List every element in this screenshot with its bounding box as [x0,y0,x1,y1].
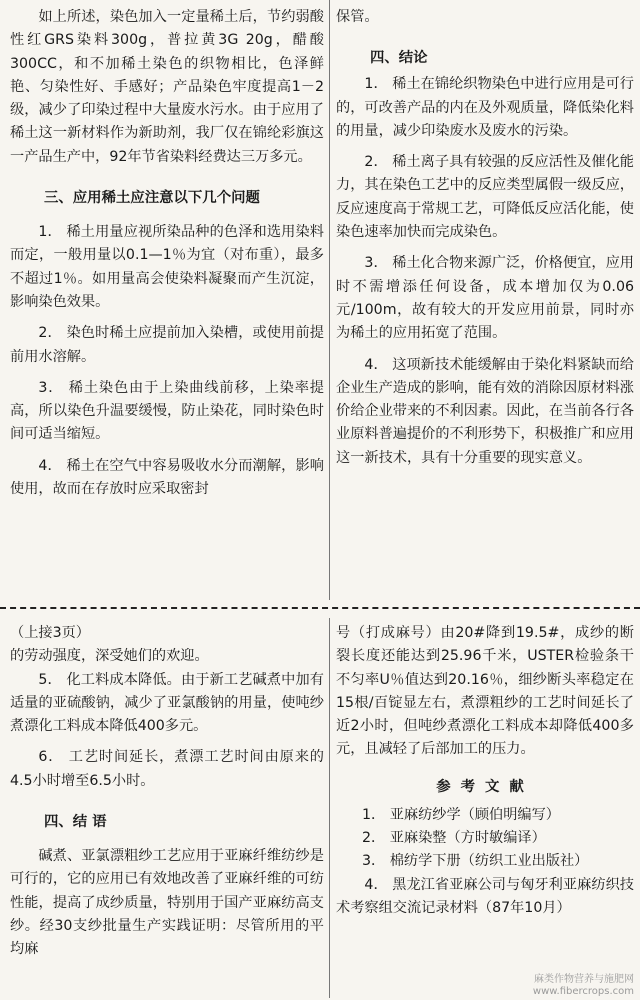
conclusion-item-4: 4． 这项新技术能缓解由于染化料紧缺而给企业生产造成的影响，能有效的消除因原材料涨价给企业带来的不利因素。因此，在当前各行各业原料普遍提价的不利形势下，积极推广和应用这一新技术，具有十分重要的现实意义。 [336,356,634,466]
column-divider [329,618,330,998]
reference-item: 4． 黑龙江省亚麻公司与匈牙利亚麻纺织技术考察组交流记录材料（87年10月） [336,876,634,916]
article-separator-dashed-line [0,607,640,609]
result-item-5: 5． 化工料成本降低。由于新工艺碱煮中加有适量的亚硫酸钠，减少了亚氯酸钠的用量，使吨纱煮漂化工料成本降低400多元。 [10,671,324,735]
upper-left-column [10,6,324,501]
reference-item: 2． 亚麻染整（方时敏编译） [362,830,546,847]
lower-left-column [10,622,324,962]
lower-right-column [336,622,634,920]
continued-text: 的劳动强度，深受她们的欢迎。 [10,648,209,665]
watermark-line: 麻类作物营养与施肥网 [534,974,634,985]
precaution-item-4: 4． 稀土在空气中容易吸收水分而潮解，影响使用，故而在存放时应采取密封 [10,457,324,498]
continued-text: 号（打成麻号）由20#降到19.5#，成纱的断裂长度还能达到25.96千米，USTER检验条干不匀率U％值达到20.16％，细纱断头率稳定在15根/百锭显左右，煮漂粗纱的工艺时间延长了近2小时，但吨纱煮漂化工料成本却降低400多元，且减轻了后部加工的压力。 [336,625,634,758]
references-heading: 参考文献 [436,778,534,795]
reference-item: 1． 亚麻纺纱学（顾伯明编写） [362,806,560,823]
watermark [533,974,634,998]
section-heading-precautions: 三、应用稀土应注意以下几个问题 [44,190,260,207]
section-heading-conclusion: 四、结论 [370,50,428,67]
precaution-item-1: 1． 稀土用量应视所染品种的色泽和选用染料而定，一般用量以0.1—1％为宜（对布重），最多不超过1％。如用量高会使染料凝聚而产生沉淀，影响染色效果。 [10,224,324,310]
continued-text: 保管。 [336,9,379,25]
column-divider [329,0,330,600]
conclusion-item-2: 2． 稀土离子具有较强的反应活性及催化能力，其在染色工艺中的反应类型属假一级反应，反应速度高于常规工艺，可降低反应活化能，使染色速率加快而完成染色。 [336,154,634,241]
watermark-url: www.fibercrops.com [532,986,634,997]
precaution-item-2: 2． 染色时稀土应提前加入染槽，或使用前提前用水溶解。 [10,325,324,365]
section-heading-summary: 四、结 语 [44,814,107,831]
conclusion-item-1: 1． 稀土在锦纶织物染色中进行应用是可行的，可改善产品的内在及外观质量，降低染化料的用量，减少印染废水及废水的污染。 [336,76,634,139]
upper-right-column [336,6,634,470]
reference-item: 3． 棉纺学下册（纺织工业出版社） [362,853,589,870]
summary-paragraph: 碱煮、亚氯漂粗纱工艺应用于亚麻纤维纺纱是可行的，它的应用已有效地改善了亚麻纤维的可纺性能，提高了成纱质量，特别用于国产亚麻纺高支纱。经30支纱批量生产实践证明：尽管所用的平均麻 [10,848,324,958]
precaution-item-3: 3． 稀土染色由于上染曲线前移，上染率提高，所以染色升温要缓慢，防止染花，同时染色时间可适当缩短。 [10,379,324,443]
conclusion-item-3: 3． 稀土化合物来源广泛，价格便宜，应用时不需增添任何设备，成本增加仅为0.06元/100m，故有较大的开发应用前景，同时亦为稀土的应用拓宽了范围。 [336,255,634,342]
continued-from-page-label: （上接3页） [10,625,90,641]
result-item-6: 6． 工艺时间延长，煮漂工艺时间由原来的4.5小时增至6.5小时。 [10,749,324,789]
intro-paragraph: 如上所述，染色加入一定量稀土后，节约弱酸性红GRS染料300g，普拉黄3G 20g，醋酸300CC，和不加稀土染色的织物相比，色泽鲜艳、匀染性好、手感好；产品染色牢度提高1－2级，减少了印染过程中大量废水污水。由于应用了稀土这一新材料作为新助剂，我厂仅在锦纶彩旗这一产品生产中，92年节省染料经费达三万多元。 [10,9,324,165]
